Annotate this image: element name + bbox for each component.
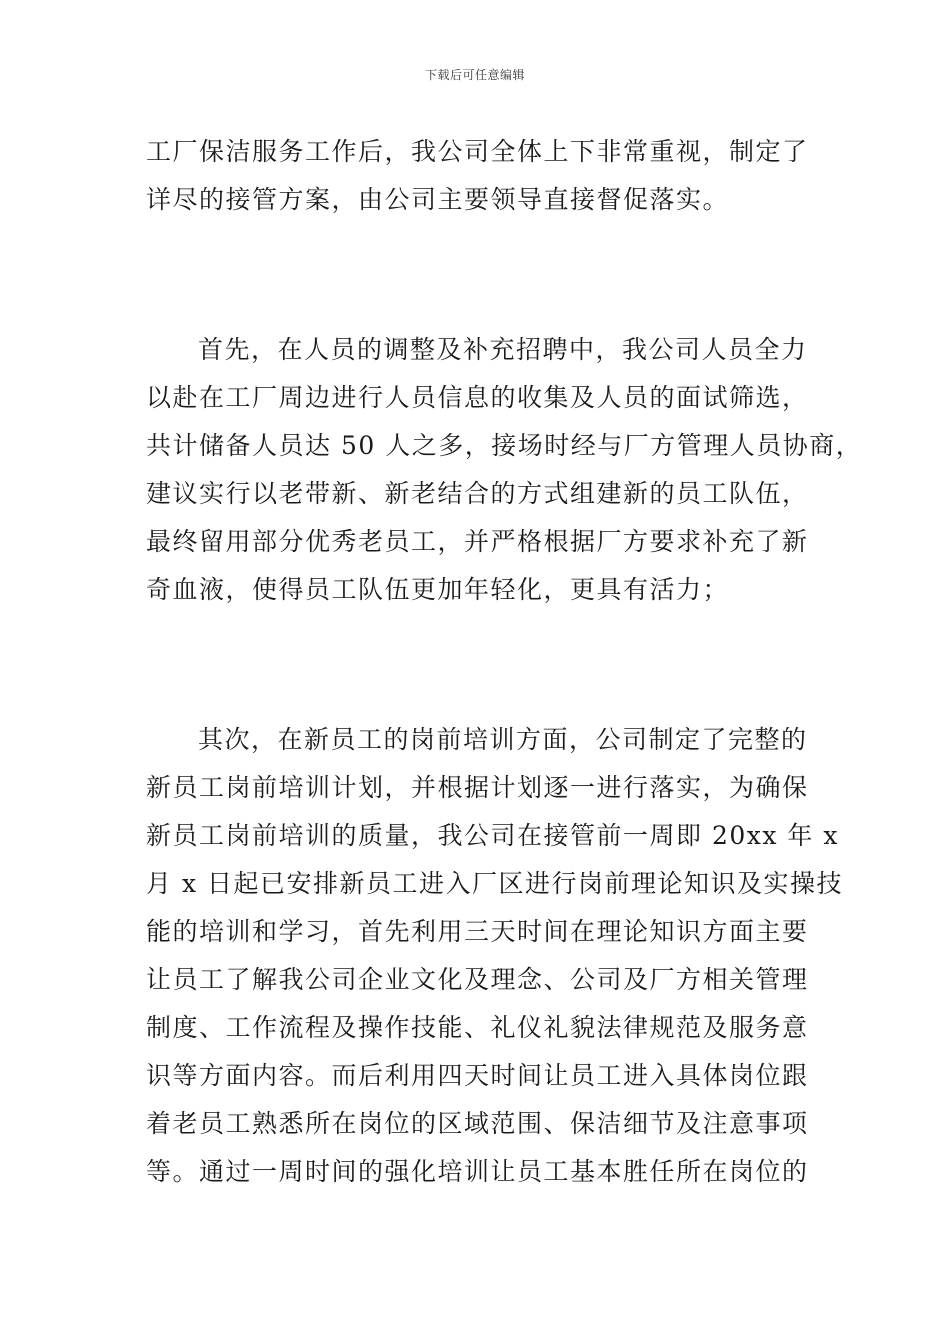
document-body: [146, 128, 863, 1196]
text-line: 月 x 日起已安排新员工进入厂区进行岗前理论知识及实操技: [146, 869, 843, 898]
text-line: 建议实行以老带新、新老结合的方式组建新的员工队伍，: [146, 479, 809, 508]
text-line: 工厂保洁服务工作后，我公司全体上下非常重视，制定了: [146, 137, 809, 166]
paragraph-3: [146, 716, 843, 1196]
text-line: 识等方面内容。而后利用四天时间让员工进入具体岗位跟: [146, 1061, 809, 1090]
text-line: 让员工了解我公司企业文化及理念、公司及厂方相关管理: [146, 965, 809, 994]
text-line: 能的培训和学习，首先利用三天时间在理论知识方面主要: [146, 917, 809, 946]
text-line: 等。通过一周时间的强化培训让员工基本胜任所在岗位的: [146, 1157, 809, 1186]
paragraph-spacer: [146, 614, 818, 716]
text-line-indented: 首先，在人员的调整及补充招聘中，我公司人员全力: [198, 335, 808, 364]
text-line: 制度、工作流程及操作技能、礼仪礼貌法律规范及服务意: [146, 1013, 809, 1042]
text-line: 着老员工熟悉所在岗位的区域范围、保洁细节及注意事项: [146, 1109, 809, 1138]
text-line: 新员工岗前培训计划，并根据计划逐一进行落实，为确保: [146, 773, 809, 802]
text-line: 以赴在工厂周边进行人员信息的收集及人员的面试筛选，: [146, 383, 809, 412]
page-header-note: 下载后可任意编辑: [424, 68, 525, 82]
text-line: 新员工岗前培训的质量，我公司在接管前一周即 20xx 年 x: [146, 821, 839, 850]
text-line: 最终留用部分优秀老员工，并严格根据厂方要求补充了新: [146, 527, 809, 556]
text-line-indented: 其次，在新员工的岗前培训方面，公司制定了完整的: [198, 725, 808, 754]
text-line: 奇血液，使得员工队伍更加年轻化，更具有活力；: [146, 575, 730, 604]
text-line: 详尽的接管方案，由公司主要领导直接督促落实。: [146, 185, 730, 214]
paragraph-1: [146, 128, 818, 224]
paragraph-2: [146, 326, 863, 614]
paragraph-spacer: [146, 224, 818, 326]
text-line: 共计储备人员达 50 人之多，接场时经与厂方管理人员协商，: [146, 431, 863, 460]
